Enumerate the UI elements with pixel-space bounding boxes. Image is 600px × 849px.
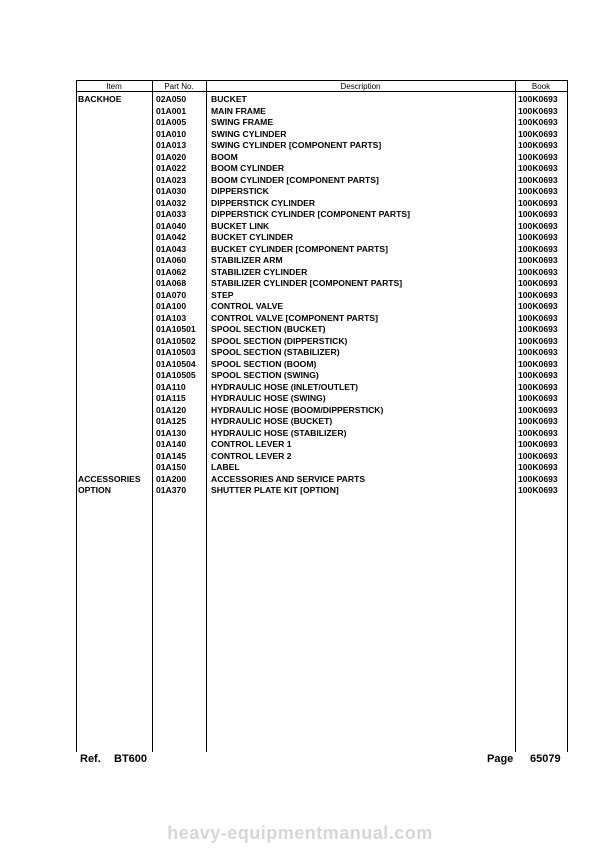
book-cell: 100K0693 — [518, 186, 558, 196]
part-no-cell: 01A370 — [156, 485, 187, 495]
part-no-cell: 01A10505 — [156, 370, 196, 380]
part-no-cell: 01A032 — [156, 197, 187, 208]
table-row — [76, 94, 568, 106]
book-cell: 100K0693 — [518, 312, 558, 323]
part-no-cell: 01A10503 — [156, 347, 196, 357]
table-row — [76, 382, 568, 394]
table-row — [76, 370, 568, 382]
book-cell: 100K0693 — [518, 289, 558, 300]
part-no-cell: 01A070 — [156, 289, 187, 300]
description-cell: STABILIZER CYLINDER [COMPONENT PARTS] — [211, 278, 403, 288]
table-row — [76, 175, 568, 187]
table-row — [76, 152, 568, 164]
part-no-cell: 01A005 — [156, 117, 187, 127]
table-row — [76, 221, 568, 233]
table-row — [76, 474, 568, 486]
description-cell: BOOM CYLINDER — [211, 163, 285, 173]
book-cell: 100K0693 — [518, 140, 558, 150]
part-no-cell: 02A050 — [156, 94, 187, 104]
table-row — [76, 244, 568, 256]
table-row — [76, 347, 568, 359]
table-row — [76, 324, 568, 336]
book-cell: 100K0693 — [518, 232, 558, 242]
part-no-cell: 01A130 — [156, 427, 187, 438]
table-row — [76, 278, 568, 290]
parts-table — [76, 80, 568, 752]
description-cell: SPOOL SECTION (DIPPERSTICK) — [211, 335, 348, 346]
book-cell: 100K0693 — [518, 128, 558, 139]
table-row — [76, 163, 568, 175]
table-row — [76, 290, 568, 302]
book-cell: 100K0693 — [518, 324, 558, 334]
part-no-cell: 01A145 — [156, 450, 187, 461]
description-cell: STABILIZER CYLINDER — [211, 266, 308, 277]
book-cell: 100K0693 — [518, 450, 558, 461]
book-cell: 100K0693 — [518, 370, 558, 380]
part-no-cell: 01A068 — [156, 278, 187, 288]
description-cell: DIPPERSTICK — [211, 186, 269, 196]
description-cell: HYDRAULIC HOSE (STABILIZER) — [211, 427, 347, 438]
part-no-cell: 01A001 — [156, 105, 187, 116]
book-cell: 100K0693 — [518, 473, 558, 484]
description-cell: LABEL — [211, 462, 240, 472]
part-no-cell: 01A150 — [156, 462, 187, 472]
book-cell: 100K0693 — [518, 427, 558, 438]
description-cell: BUCKET — [211, 94, 247, 104]
table-row — [76, 462, 568, 474]
table-row — [76, 336, 568, 348]
description-cell: SHUTTER PLATE KIT [OPTION] — [211, 485, 339, 495]
description-cell: SWING FRAME — [211, 117, 274, 127]
table-row — [76, 451, 568, 463]
part-no-cell: 01A200 — [156, 473, 187, 484]
description-cell: HYDRAULIC HOSE (BOOM/DIPPERSTICK) — [211, 404, 384, 415]
book-cell: 100K0693 — [518, 117, 558, 127]
part-no-cell: 01A10502 — [156, 335, 196, 346]
ref-value: BT600 — [114, 753, 148, 765]
table-row — [76, 301, 568, 313]
table-row — [76, 117, 568, 129]
page-value: 65079 — [530, 753, 561, 765]
table-row — [76, 359, 568, 371]
book-cell: 100K0693 — [518, 151, 558, 162]
book-cell: 100K0693 — [518, 381, 558, 392]
part-no-cell: 01A020 — [156, 151, 187, 162]
book-cell: 100K0693 — [518, 335, 558, 346]
description-cell: BOOM CYLINDER [COMPONENT PARTS] — [211, 174, 379, 185]
book-cell: 100K0693 — [518, 347, 558, 357]
description-cell: DIPPERSTICK CYLINDER [COMPONENT PARTS] — [211, 209, 410, 219]
part-no-cell: 01A120 — [156, 404, 187, 415]
book-cell: 100K0693 — [518, 278, 558, 288]
book-cell: 100K0693 — [518, 462, 558, 472]
part-no-cell: 01A062 — [156, 266, 187, 277]
description-cell: BUCKET CYLINDER [COMPONENT PARTS] — [211, 243, 388, 254]
book-cell: 100K0693 — [518, 255, 558, 265]
table-row — [76, 232, 568, 244]
description-cell: HYDRAULIC HOSE (BUCKET) — [211, 416, 333, 426]
item-cell: ACCESSORIES — [78, 473, 141, 484]
part-no-cell: 01A042 — [156, 232, 187, 242]
part-no-cell: 01A10504 — [156, 358, 196, 369]
book-cell: 100K0693 — [518, 243, 558, 254]
ref-label: Ref. — [80, 753, 101, 765]
part-no-cell: 01A013 — [156, 140, 187, 150]
table-row — [76, 209, 568, 221]
table-row — [76, 186, 568, 198]
description-cell: HYDRAULIC HOSE (SWING) — [211, 393, 326, 403]
description-cell: SPOOL SECTION (STABILIZER) — [211, 347, 340, 357]
book-cell: 100K0693 — [518, 220, 558, 231]
table-row — [76, 255, 568, 267]
book-cell: 100K0693 — [518, 358, 558, 369]
part-no-cell: 01A10501 — [156, 324, 196, 334]
book-cell: 100K0693 — [518, 174, 558, 185]
item-cell: OPTION — [78, 485, 111, 495]
part-no-cell: 01A125 — [156, 416, 187, 426]
table-row — [76, 140, 568, 152]
book-cell: 100K0693 — [518, 197, 558, 208]
header-item: Item — [106, 82, 122, 91]
header-book: Book — [531, 82, 551, 91]
table-row — [76, 439, 568, 451]
header-part-no: Part No. — [164, 82, 194, 91]
table-row — [76, 129, 568, 141]
page-label: Page — [487, 753, 514, 765]
description-cell: CONTROL VALVE [COMPONENT PARTS] — [211, 312, 378, 323]
part-no-cell: 01A022 — [156, 163, 187, 173]
description-cell: SWING CYLINDER — [211, 128, 287, 139]
part-no-cell: 01A033 — [156, 209, 187, 219]
book-cell: 100K0693 — [518, 163, 558, 173]
table-row — [76, 416, 568, 428]
part-no-cell: 01A010 — [156, 128, 187, 139]
watermark: heavy-equipmentmanual.com — [167, 823, 433, 843]
description-cell: BUCKET CYLINDER — [211, 232, 294, 242]
item-cell: BACKHOE — [78, 94, 122, 104]
description-cell: SPOOL SECTION (BUCKET) — [211, 324, 326, 334]
description-cell: CONTROL LEVER 2 — [211, 450, 292, 461]
book-cell: 100K0693 — [518, 439, 558, 449]
description-cell: SPOOL SECTION (SWING) — [211, 370, 319, 380]
part-no-cell: 01A030 — [156, 186, 187, 196]
table-row — [76, 106, 568, 118]
table-row — [76, 198, 568, 210]
part-no-cell: 01A100 — [156, 301, 187, 311]
part-no-cell: 01A103 — [156, 312, 187, 323]
book-cell: 100K0693 — [518, 266, 558, 277]
table-row — [76, 313, 568, 325]
book-cell: 100K0693 — [518, 485, 558, 495]
header-description: Description — [340, 82, 381, 91]
part-no-cell: 01A115 — [156, 393, 186, 403]
book-cell: 100K0693 — [518, 209, 558, 219]
description-cell: STABILIZER ARM — [211, 255, 283, 265]
description-cell: ACCESSORIES AND SERVICE PARTS — [211, 473, 366, 484]
book-cell: 100K0693 — [518, 301, 558, 311]
description-cell: STEP — [211, 289, 234, 300]
book-cell: 100K0693 — [518, 416, 558, 426]
table-row — [76, 428, 568, 440]
description-cell: MAIN FRAME — [211, 105, 266, 116]
table-row — [76, 393, 568, 405]
description-cell: SWING CYLINDER [COMPONENT PARTS] — [211, 140, 382, 150]
book-cell: 100K0693 — [518, 393, 558, 403]
description-cell: DIPPERSTICK CYLINDER — [211, 197, 316, 208]
table-row — [76, 485, 568, 497]
table-row — [76, 267, 568, 279]
book-cell: 100K0693 — [518, 404, 558, 415]
description-cell: CONTROL VALVE — [211, 301, 284, 311]
book-cell: 100K0693 — [518, 105, 558, 116]
part-no-cell: 01A023 — [156, 174, 187, 185]
part-no-cell: 01A060 — [156, 255, 187, 265]
description-cell: BOOM — [211, 151, 238, 162]
description-cell: SPOOL SECTION (BOOM) — [211, 358, 317, 369]
description-cell: HYDRAULIC HOSE (INLET/OUTLET) — [211, 381, 359, 392]
part-no-cell: 01A110 — [156, 381, 186, 392]
part-no-cell: 01A140 — [156, 439, 187, 449]
part-no-cell: 01A043 — [156, 243, 187, 254]
description-cell: BUCKET LINK — [211, 220, 270, 231]
description-cell: CONTROL LEVER 1 — [211, 439, 292, 449]
book-cell: 100K0693 — [518, 94, 558, 104]
table-row — [76, 405, 568, 417]
part-no-cell: 01A040 — [156, 220, 187, 231]
